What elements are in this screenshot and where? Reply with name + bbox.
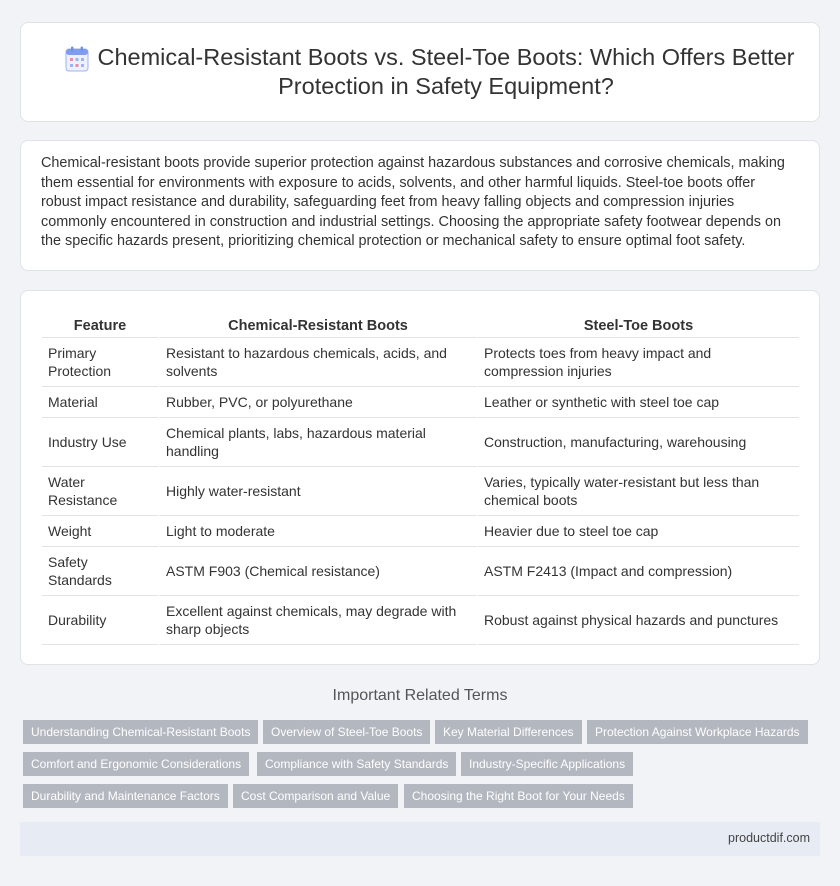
table-cell: Water Resistance [42, 467, 160, 516]
header-steel-toe: Steel-Toe Boots [478, 315, 799, 338]
tag-compliance-with-safety-standards[interactable]: Compliance with Safety Standards [257, 752, 456, 776]
comparison-card [20, 290, 820, 665]
header-feature: Feature [42, 315, 160, 338]
table-cell: Durability [42, 596, 160, 645]
footer-site[interactable]: productdif.com [728, 831, 810, 845]
table-cell: Construction, manufacturing, warehousing [478, 418, 799, 467]
tag-choosing-the-right-boot[interactable]: Choosing the Right Boot for Your Needs [404, 784, 633, 808]
table-cell: Rubber, PVC, or polyurethane [160, 387, 478, 418]
page-title: Chemical-Resistant Boots vs. Steel-Toe Boots: Which Offers Better Protection in Safety Equipment? [97, 44, 795, 99]
tag-durability-and-maintenance-factors[interactable]: Durability and Maintenance Factors [23, 784, 228, 808]
table-row [42, 338, 799, 387]
tag-industry-specific-applications[interactable]: Industry-Specific Applications [461, 752, 633, 776]
tag-key-material-differences[interactable]: Key Material Differences [435, 720, 582, 744]
table-cell: Protects toes from heavy impact and compression injuries [478, 338, 799, 387]
table-cell: Highly water-resistant [160, 467, 478, 516]
comparison-table [42, 315, 799, 645]
tag-understanding-chemical-resistant-boots[interactable]: Understanding Chemical-Resistant Boots [23, 720, 258, 744]
footer [20, 822, 820, 856]
table-cell: Heavier due to steel toe cap [478, 516, 799, 547]
table-cell: Safety Standards [42, 547, 160, 596]
table-row [42, 516, 799, 547]
table-cell: Weight [42, 516, 160, 547]
table-cell: Material [42, 387, 160, 418]
table-cell: Leather or synthetic with steel toe cap [478, 387, 799, 418]
tag-protection-against-workplace-hazards[interactable]: Protection Against Workplace Hazards [587, 720, 808, 744]
header-card [20, 22, 820, 122]
table-header-row [42, 315, 799, 338]
table-cell: ASTM F2413 (Impact and compression) [478, 547, 799, 596]
tag-cost-comparison-and-value[interactable]: Cost Comparison and Value [233, 784, 398, 808]
table-cell: Light to moderate [160, 516, 478, 547]
related-terms-title: Important Related Terms [332, 687, 508, 704]
table-row [42, 467, 799, 516]
intro-text: Chemical-resistant boots provide superior protection against hazardous substances and corrosive chemicals, making them essential for environments with exposure to acids, solvents, and other harmful liquids. Steel-toe boots offer robust impact resistance and durability, safeguarding feet from heavy falling objects and compression injuries commonly encountered in construction and industrial settings. Choosing the appropriate safety footwear depends on the specific hazards present, prioritizing chemical protection or mechanical safety to ensure optimal foot safety. [41, 155, 785, 249]
table-row [42, 596, 799, 645]
table-cell: ASTM F903 (Chemical resistance) [160, 547, 478, 596]
table-cell: Excellent against chemicals, may degrade with sharp objects [160, 596, 478, 645]
table-cell: Industry Use [42, 418, 160, 467]
table-cell: Varies, typically water-resistant but less than chemical boots [478, 467, 799, 516]
table-cell: Primary Protection [42, 338, 160, 387]
table-cell: Resistant to hazardous chemicals, acids, and solvents [160, 338, 478, 387]
table-row [42, 418, 799, 467]
tag-comfort-and-ergonomic-considerations[interactable]: Comfort and Ergonomic Considerations [23, 752, 249, 776]
intro-card [20, 140, 820, 271]
tag-overview-of-steel-toe-boots[interactable]: Overview of Steel-Toe Boots [263, 720, 430, 744]
table-row [42, 547, 799, 596]
calendar-icon [65, 46, 89, 72]
table-cell: Robust against physical hazards and punctures [478, 596, 799, 645]
table-cell: Chemical plants, labs, hazardous material handling [160, 418, 478, 467]
header-chemical-resistant: Chemical-Resistant Boots [160, 315, 478, 338]
table-row [42, 387, 799, 418]
